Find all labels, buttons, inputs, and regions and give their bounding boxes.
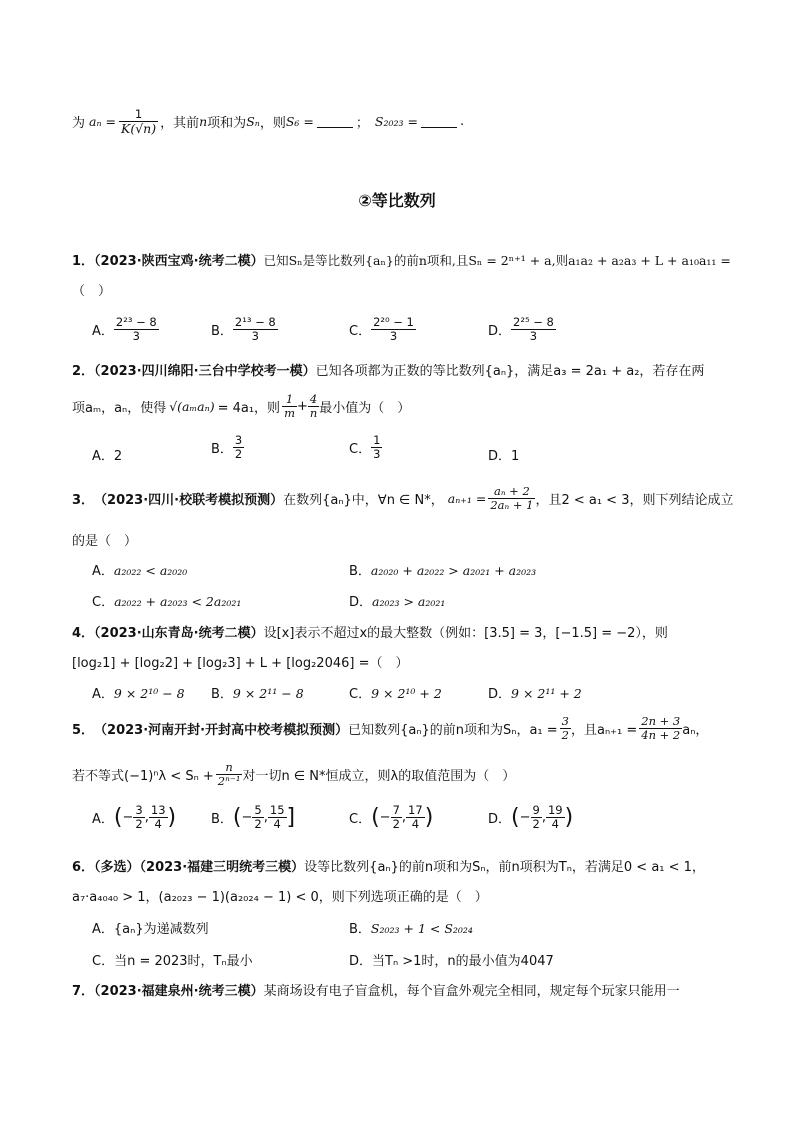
q4-option-d[interactable]: D．9 × 2¹¹ + 2	[488, 686, 582, 702]
q4-option-b[interactable]: B．9 × 2¹¹ − 8	[211, 686, 304, 702]
answer-blank-1[interactable]	[317, 115, 353, 128]
question-5: 5． （2023·河南开封·开封高中校考模拟预测） 已知数列{aₙ}的前n项和为Sₙ，a₁ = $\frac{3}{2}$ ，且aₙ₊₁ = $\frac{2n + 3}{4n + 2}$ aₙ，	[72, 713, 709, 742]
q1-options	[92, 312, 712, 348]
q5-option-b[interactable]: B． ( − $\frac{5}{2}$ , $\frac{15}{4}$ ]	[211, 803, 296, 831]
q1-option-d[interactable]: D． $\frac{\text{2²⁵ − 8}}{3}$	[488, 315, 554, 343]
answer-blank-2[interactable]	[421, 115, 457, 128]
q2-option-a[interactable]: A．2	[92, 449, 123, 464]
question-4-cont: [log₂1] + [log₂2] + [log₂3] + L + [log₂2046] =（ ）	[72, 656, 409, 671]
q6-option-d[interactable]: D．当Tₙ >1时，n的最小值为4047	[349, 954, 554, 969]
q4-option-c[interactable]: C．9 × 2¹⁰ + 2	[349, 686, 442, 702]
q2-option-d[interactable]: D．1	[488, 449, 520, 464]
top-prefix: 为	[72, 115, 86, 131]
question-7: 7．（2023·福建泉州·统考三模）某商场设有电子盲盒机，每个盲盒外观完全相同，规定每个玩家只能用一	[72, 984, 680, 999]
question-4: 4．（2023·山东青岛·统考二模）设[x]表示不超过x的最大整数（例如：[3.5] = 3，[−1.5] = −2），则	[72, 626, 668, 641]
question-2: 2．（2023·四川绵阳·三台中学校考一模）已知各项都为正数的等比数列{aₙ}，满足a₃ = 2a₁ + a₂，若存在两	[72, 364, 705, 379]
q3-option-b[interactable]: B．a₂₀₂₀ + a₂₀₂₂ > a₂₀₂₁ + a₂₀₂₃	[349, 563, 537, 579]
q2-option-b[interactable]: B． $\frac{3}{2}$	[211, 433, 243, 461]
q6-option-b[interactable]: B．S₂₀₂₃ + 1 < S₂₀₂₄	[349, 921, 473, 937]
q5-option-a[interactable]: A． ( − $\frac{3}{2}$ , $\frac{13}{4}$ )	[92, 803, 177, 831]
question-1-cont: （ ）	[72, 284, 112, 299]
q1-option-b[interactable]: B． $\frac{\text{2¹³ − 8}}{3}$	[211, 315, 276, 343]
section-title: ②等比数列	[358, 191, 436, 210]
question-1: 1．（2023·陕西宝鸡·统考二模）已知Sₙ是等比数列{aₙ}的前n项和,且Sₙ = 2ⁿ⁺¹ + a,则a₁a₂ + a₂a₃ + L + a₁₀a₁₁ =	[72, 253, 731, 269]
top-formula-fraction: $\frac{1}{K(√n)}$	[120, 106, 157, 136]
q5-option-c[interactable]: C． ( − $\frac{7}{2}$ , $\frac{17}{4}$ )	[349, 803, 434, 831]
q6-option-a[interactable]: A．{aₙ}为递减数列	[92, 922, 209, 937]
q3-option-d[interactable]: D．a₂₀₂₃ > a₂₀₂₁	[349, 594, 446, 610]
q1-option-a[interactable]: A． $\frac{\text{2²³ − 8}}{3}$	[92, 315, 157, 343]
question-3-cont: 的是（ ）	[72, 534, 138, 549]
q4-option-a[interactable]: A．9 × 2¹⁰ − 8	[92, 686, 185, 702]
q3-option-c[interactable]: C．a₂₀₂₂ + a₂₀₂₃ < 2a₂₀₂₁	[92, 594, 242, 610]
question-6-cont: a₇·a₄₀₄₀ > 1，(a₂₀₂₃ − 1)(a₂₀₂₄ − 1) < 0，则下列选项正确的是（ ）	[72, 890, 488, 905]
question-6: 6．（多选）（2023·福建三明统考三模）设等比数列{aₙ}的前n项和为Sₙ，前n项积为Tₙ，若满足0 < a₁ < 1，	[72, 860, 705, 875]
q5-options	[92, 802, 712, 842]
question-3: 3． （2023·四川·校联考模拟预测） 在数列{aₙ}中，∀n ∈ N*， aₙ₊₁ = $\frac{\text{aₙ + 2}}{\text{2aₙ + 1}}$ ，且2 < a₁ < 3，则下列结论成立	[72, 483, 734, 512]
question-2-cont: 项aₘ，aₙ，使得 √(aₘaₙ) = 4a₁，则 $\frac{1}{m}$ + $\frac{4}{n}$ 最小值为（ ）	[72, 391, 411, 420]
question-5-cont: 若不等式(−1)ⁿλ < Sₙ + $\frac{n}{\text{2ⁿ⁻¹}}$ 对一切n ∈ N*恒成立，则λ的取值范围为（ ）	[72, 759, 516, 788]
q5-option-d[interactable]: D． ( − $\frac{9}{2}$ , $\frac{19}{4}$ )	[488, 803, 574, 831]
q3-option-a[interactable]: A．a₂₀₂₂ < a₂₀₂₀	[92, 563, 188, 579]
q6-option-c[interactable]: C．当n = 2023时，Tₙ最小	[92, 954, 253, 969]
top-line: 为 aₙ = $\frac{1}{K(√n)}$ ，其前 n 项和为 Sₙ ，则 S₆ = ； S₂₀₂₃ = .	[72, 106, 465, 136]
q1-option-c[interactable]: C． $\frac{\text{2²⁰ − 1}}{3}$	[349, 315, 414, 343]
q2-options	[92, 434, 712, 470]
q2-option-c[interactable]: C． $\frac{1}{3}$	[349, 433, 381, 461]
